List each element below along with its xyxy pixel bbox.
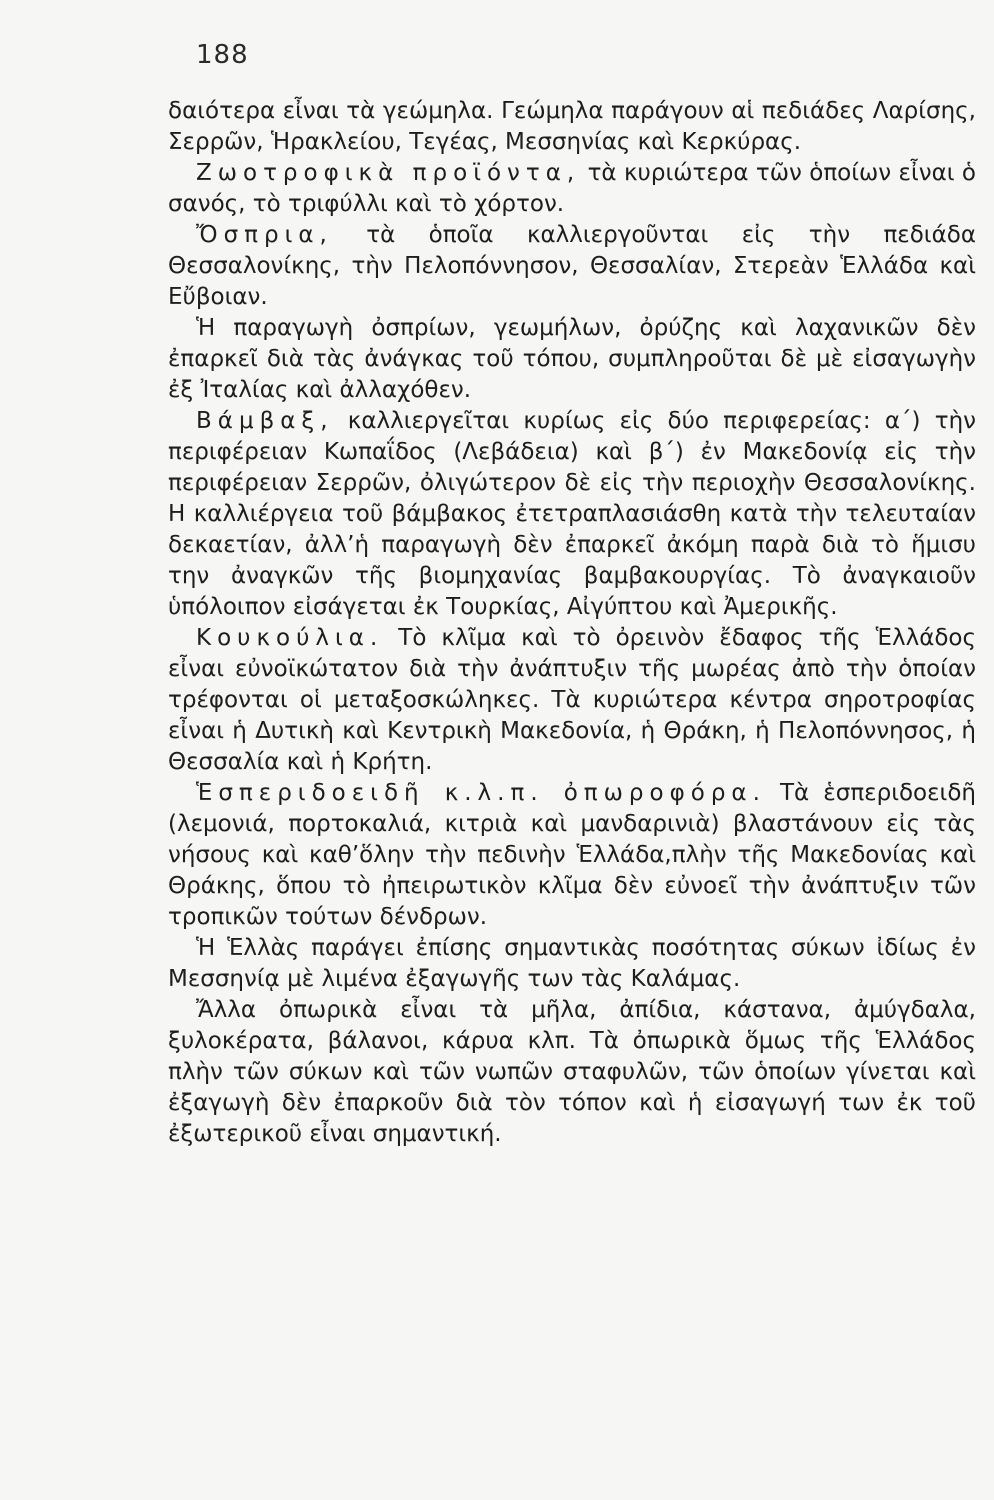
paragraph (168, 158, 976, 220)
paragraph (168, 933, 976, 995)
paragraph-text: Ἡ παραγωγὴ ὀσπρίων, γεωμήλων, ὀρύζης καὶ λαχανικῶν δὲν ἐπαρκεῖ διὰ τὰς ἀνάγκας τοῦ τόπου, συμπληροῦται δὲ μὲ εἰσαγωγὴν ἐξ Ἰταλίας καὶ ἀλλαχόθεν. (168, 315, 976, 403)
paragraph-text: Τὸ κλῖμα καὶ τὸ ὀρεινὸν ἔδαφος τῆς Ἑλλάδος εἶναι εὐνοϊκώτατον διὰ τὴν ἀνάπτυξιν τῆς μωρέας ἀπὸ τὴν ὁποίαν τρέφονται οἱ μεταξοσκώληκες. Τὰ κυριώτερα κέντρα σηροτροφίας εἶναι ἡ Δυτικὴ καὶ Κεντρικὴ Μακεδονία, ἡ Θράκη, ἡ Πελοπόννησος, ἡ Θεσσαλία καὶ ἡ Κρήτη. (168, 625, 976, 775)
paragraph (168, 995, 976, 1150)
paragraph (168, 623, 976, 778)
paragraph (168, 220, 976, 313)
paragraph (168, 778, 976, 933)
paragraph-text: δαιότερα εἶναι τὰ γεώμηλα. Γεώμηλα παράγουν αἱ πεδιάδες Λαρίσης, Σερρῶν, Ἡρακλείου, Τεγέας, Μεσσηνίας καὶ Κερκύρας. (168, 98, 976, 155)
paragraph (168, 96, 976, 158)
paragraph-lead: Ὄσπρια, (196, 222, 333, 248)
paragraph (168, 406, 976, 623)
paragraph-text: Ἡ Ἑλλὰς παράγει ἐπίσης σημαντικὰς ποσότητας σύκων ἰδίως ἐν Μεσσηνίᾳ μὲ λιμένα ἐξαγωγῆς των τὰς Καλάμας. (168, 935, 976, 992)
paragraph-lead: Ἑσπεριδοειδῆ κ.λ.π. ὀπωροφόρα. (196, 780, 766, 806)
paragraph-text: τὰ ὁποῖα καλλιεργοῦνται εἰς τὴν πεδιάδα Θεσσαλονίκης, τὴν Πελοπόννησον, Θεσσαλίαν, Στερεὰν Ἑλλάδα καὶ Εὔβοιαν. (168, 222, 976, 310)
paragraph-lead: Κουκούλια. (196, 625, 384, 651)
paragraph (168, 313, 976, 406)
body-text (168, 96, 976, 1150)
paragraph-text: καλλιεργεῖται κυρίως εἰς δύο περιφερείας: α΄) τὴν περιφέρειαν Κωπαΐδος (Λεβάδεια) καὶ β΄) ἐν Μακεδονίᾳ εἰς τὴν περιφέρειαν Σερρῶν, ὀλιγώτερον δὲ εἰς τὴν περιοχὴν Θεσσαλονίκης. Η καλλιέργεια τοῦ βάμβακος ἐτετραπλασιάσθη κατὰ τὴν τελευταίαν δεκαετίαν, ἀλλ’ἡ παραγωγὴ δὲν ἐπαρκεῖ ἀκόμη παρὰ διὰ τὸ ἥμισυ την ἀναγκῶν τῆς βιομηχανίας βαμβακουργίας. Τὸ ἀναγκαιοῦν ὑπόλοιπον εἰσάγεται ἐκ Τουρκίας, Αἰγύπτου καὶ Ἀμερικῆς. (168, 408, 976, 620)
paragraph-lead: Βάμβαξ, (196, 408, 334, 434)
paragraph-lead: Ζωοτροφικὰ προϊόντα, (196, 160, 581, 186)
paragraph-text: Ἄλλα ὀπωρικὰ εἶναι τὰ μῆλα, ἀπίδια, κάστανα, ἀμύγδαλα, ξυλοκέρατα, βάλανοι, κάρυα κλπ. Τὰ ὀπωρικὰ ὅμως τῆς Ἑλλάδος πλὴν τῶν σύκων καὶ τῶν νωπῶν σταφυλῶν, τῶν ὁποίων γίνεται καὶ ἐξαγωγὴ δὲν ἐπαρκοῦν διὰ τὸν τόπον καὶ ἡ εἰσαγωγή των ἐκ τοῦ ἐξωτερικοῦ εἶναι σημαντική. (168, 997, 976, 1147)
paragraph-text: Τὰ ἑσπεριδοειδῆ (λεμονιά, πορτοκαλιά, κιτριὰ καὶ μανδαρινιὰ) βλαστάνουν εἰς τὰς νήσους καὶ καθ’ὅλην τὴν πεδινὴν Ἑλλάδα,πλὴν τῆς Μακεδονίας καὶ Θράκης, ὅπου τὸ ἠπειρωτικὸν κλῖμα δὲν εὐνοεῖ τὴν ἀνάπτυξιν τῶν τροπικῶν τούτων δένδρων. (168, 780, 976, 930)
paragraph-text: τὰ κυριώτερα τῶν ὁποίων εἶναι ὁ σανός, τὸ τριφύλλι καὶ τὸ χόρτον. (168, 160, 976, 217)
page-number: 188 (196, 40, 249, 70)
